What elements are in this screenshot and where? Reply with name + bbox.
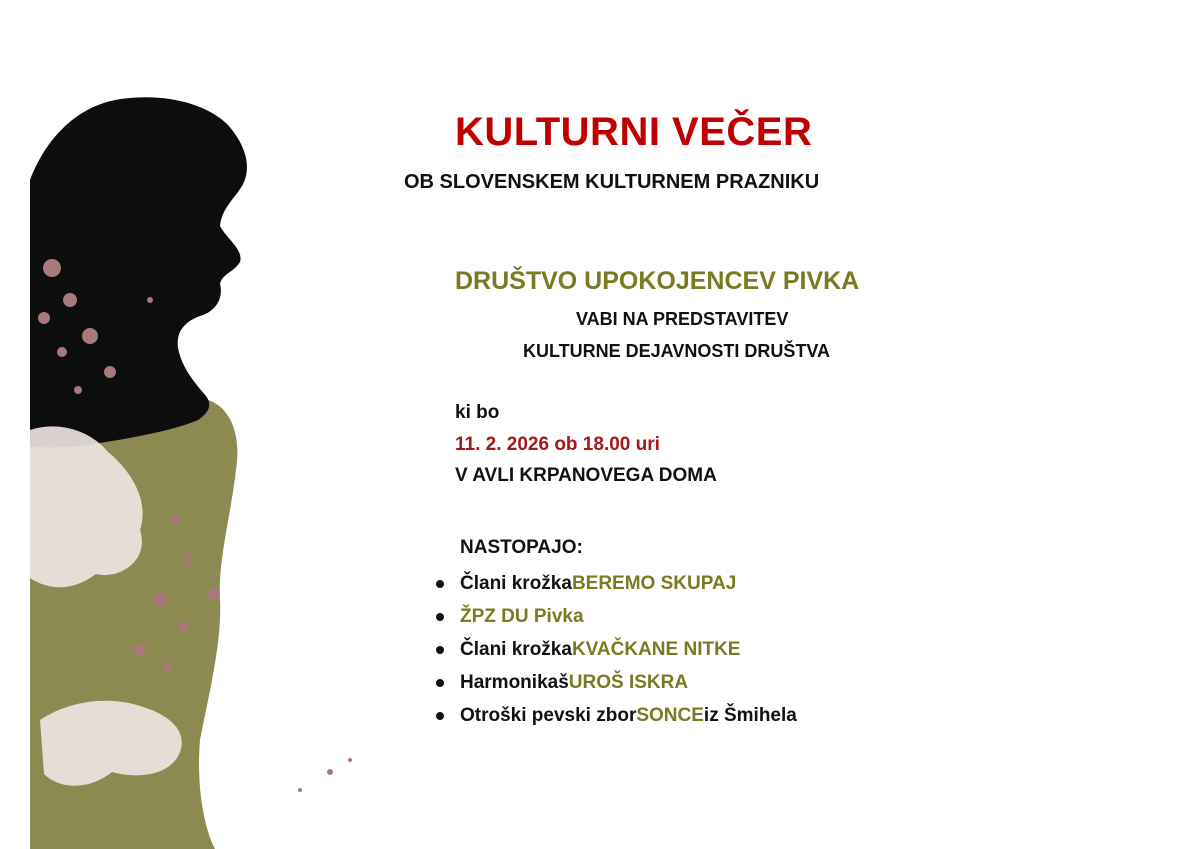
event-title: KULTURNI VEČER <box>455 110 813 154</box>
event-date-time: 11. 2. 2026 ob 18.00 uri <box>455 434 660 455</box>
bullet-icon <box>436 580 444 588</box>
performer-item <box>430 633 797 666</box>
performers-list <box>430 567 797 732</box>
invitation-line-1: VABI NA PREDSTAVITEV <box>576 309 789 329</box>
performer-prefix: Člani krožka <box>460 572 572 594</box>
black-silhouette <box>30 97 247 447</box>
performer-highlight: ŽPZ DU Pivka <box>460 605 584 627</box>
event-venue: V AVLI KRPANOVEGA DOMA <box>455 465 717 486</box>
performer-prefix: Otroški pevski zbor <box>460 704 637 726</box>
performer-prefix: Harmonikaš <box>460 671 569 693</box>
performer-item <box>430 699 797 732</box>
performer-highlight: BEREMO SKUPAJ <box>571 572 737 594</box>
silhouette-figure-illustration <box>0 0 420 849</box>
invitation-line-2: KULTURNE DEJAVNOSTI DRUŠTVA <box>523 341 831 361</box>
performers-heading: NASTOPAJO: <box>460 537 583 558</box>
bullet-icon <box>436 712 444 720</box>
organizer-name: DRUŠTVO UPOKOJENCEV PIVKA <box>455 267 860 295</box>
bullet-icon <box>436 646 444 654</box>
performer-highlight: UROŠ ISKRA <box>568 671 689 693</box>
performer-item <box>430 567 797 600</box>
bullet-icon <box>436 679 444 687</box>
performer-item <box>430 600 797 633</box>
performer-suffix: iz Šmihela <box>703 704 797 726</box>
performer-highlight: SONCE <box>636 704 704 726</box>
performer-item <box>430 666 797 699</box>
performer-prefix: Člani krožka <box>460 638 572 660</box>
bullet-icon <box>436 613 444 621</box>
performer-highlight: KVAČKANE NITKE <box>571 638 741 660</box>
intro-text: ki bo <box>455 402 500 423</box>
event-subtitle: OB SLOVENSKEM KULTURNEM PRAZNIKU <box>404 171 820 193</box>
